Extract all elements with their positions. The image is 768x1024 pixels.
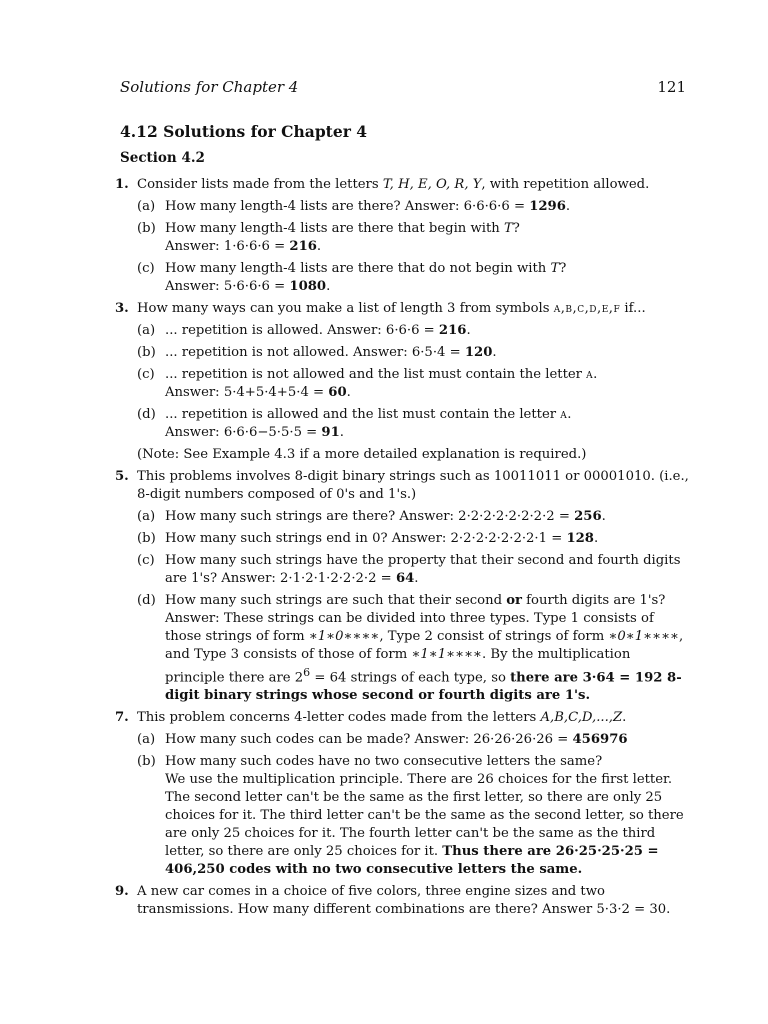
subsection-title: Section 4.2 [120, 150, 205, 166]
problem-statement [137, 709, 689, 727]
part-a: (a) ... repetition is allowed. Answer: 6·6·6 = 216. [137, 323, 471, 338]
part-b [137, 753, 689, 879]
problem-statement: A new car comes in a choice of five colors, three engine sizes and two transmissions. How many different combinations are there? Answer 5·3·2 = 30. [137, 884, 671, 918]
answer-value: 64 [395, 571, 415, 586]
string-form: ∗0∗1∗∗∗∗ [608, 629, 679, 644]
part-question: How many length-4 lists are there that begin with [165, 221, 504, 236]
answer-value: 60 [328, 385, 347, 400]
part-a: (a) How many such strings are there? Answer: 2·2·2·2·2·2·2·2 = 256. [137, 509, 606, 524]
letter: a [586, 367, 594, 382]
running-title: Solutions for Chapter 4 [120, 78, 299, 96]
section-title: 4.12 Solutions for Chapter 4 [120, 122, 368, 141]
part-c: (c) ... repetition is not allowed and the list must contain the letter a. Answer: 5·4+5·4+5·4 = 60. [137, 366, 689, 402]
explanation-text: , Type 2 consist of strings of form [379, 629, 609, 644]
explanation-text: , and Type 3 consists of those of form [165, 629, 684, 662]
part-b: (b) ... repetition is not allowed. Answer: 6·5·4 = 120. [137, 345, 497, 360]
answer-value: 1080 [289, 279, 327, 294]
emphasis-or: or [506, 593, 522, 608]
symbol-set: a,b,c,d,e,f [553, 301, 621, 316]
answer-text: Answer: 6·6·6−5·5·5 = [165, 425, 322, 440]
statement-text: if... [620, 301, 646, 316]
part-b: (b) How many such strings end in 0? Answer: 2·2·2·2·2·2·2·1 = 128. [137, 531, 599, 546]
part-question: How many such strings end in 0? Answer: 2·2·2·2·2·2·2·1 = [165, 531, 567, 546]
variable: T [503, 221, 513, 236]
statement-text: This problem concerns 4-letter codes made from the letters [137, 710, 541, 726]
exponent: 6 [303, 666, 311, 679]
part-question: ... repetition is allowed and the list must contain the letter [165, 407, 561, 422]
problem-statement: This problems involves 8-digit binary strings such as 10011011 or 00001010. (i.e., 8-digit numbers composed of 0's and 1's.) [137, 469, 689, 502]
statement-text: . [622, 710, 627, 726]
answer-line: Answer: 6·6·6−5·5·5 = 91. [165, 425, 344, 440]
answer-line: Answer: 5·6·6·6 = 1080. [165, 279, 331, 294]
problem-9 [115, 883, 689, 919]
part-b [137, 220, 689, 256]
part-question: ... repetition is not allowed. Answer: 6·5·4 = [165, 345, 465, 360]
part-question: How many such strings are such that their second [165, 593, 507, 608]
part-label: (c) [137, 367, 155, 382]
part-question: How many such strings are there? Answer: 2·2·2·2·2·2·2·2 = [165, 509, 575, 524]
answer-text: Answer: 5·6·6·6 = [165, 279, 290, 294]
problem-5 [115, 468, 689, 705]
answer-value: 216 [289, 239, 317, 254]
letter: a [560, 407, 568, 422]
part-d: (d) ... repetition is allowed and the list must contain the letter a. Answer: 6·6·6−5·5·5 = 91. [137, 406, 689, 442]
part-question: ... repetition is allowed. Answer: 6·6·6 = [165, 323, 439, 338]
answer-line: Answer: 5·4+5·4+5·4 = 60. [165, 385, 351, 400]
running-header [120, 78, 686, 96]
problem-3 [115, 300, 689, 464]
part-c [137, 260, 689, 296]
answer-value: 256 [574, 509, 602, 524]
part-question: How many such codes have no two consecutive letters the same? [165, 754, 603, 770]
answer-value: 128 [566, 531, 594, 546]
answer-explanation [165, 771, 689, 879]
answer-value: 120 [464, 345, 493, 360]
answer-value: 1296 [529, 199, 566, 214]
part-label: (c) [137, 553, 155, 568]
part-question: How many length-4 lists are there? Answer: 6·6·6·6 = [165, 199, 530, 214]
answer-explanation [165, 610, 689, 705]
part-label: (a) [137, 323, 156, 338]
explanation-text: . By the multiplication principle there are 2 [165, 647, 631, 686]
problem-statement [137, 176, 689, 194]
part-question: How many length-4 lists are there that do not begin with [165, 261, 551, 276]
part-d [137, 592, 689, 705]
part-label: (d) [137, 407, 156, 422]
conclusion: there are 3·64 = 192 8-digit binary strings whose second or fourth digits are 1's. [165, 670, 682, 704]
part-label: (a) [137, 509, 156, 524]
part-question: How many such codes can be made? Answer: 26·26·26·26 = [165, 732, 573, 748]
answer-value: 456976 [572, 732, 628, 748]
part-label: (b) [137, 531, 156, 546]
answer-text: Answer: 5·4+5·4+5·4 = [165, 385, 329, 400]
part-label: (b) [137, 345, 156, 360]
problem-number: 7. [115, 710, 129, 726]
part-a: (a) How many length-4 lists are there? Answer: 6·6·6·6 = 1296. [137, 199, 571, 214]
statement-text: Consider lists made from the letters [137, 177, 383, 192]
punctuation: ? [559, 261, 567, 276]
part-label: (a) [137, 732, 156, 748]
problem-number: 5. [115, 469, 129, 484]
problem-7 [115, 709, 689, 879]
problem-number: 9. [115, 884, 129, 900]
answer-value: 216 [438, 323, 467, 338]
page-number: 121 [657, 78, 686, 96]
letter-set: T, H, E, O, R, Y [382, 177, 482, 192]
answer-line: Answer: 1·6·6·6 = 216. [165, 239, 322, 254]
explanation-text: = 64 strings of each type, so [310, 670, 511, 686]
part-question: ... repetition is not allowed and the list must contain the letter [165, 367, 587, 382]
letter-set: A,B,C,D,...,Z [540, 710, 623, 726]
part-label: (b) [137, 221, 156, 236]
conclusion: Thus there are 26·25·25·25 = 406,250 codes with no two consecutive letters the same. [165, 844, 659, 878]
string-form: ∗1∗1∗∗∗∗ [411, 647, 482, 662]
part-a [137, 731, 689, 749]
variable: T [550, 261, 560, 276]
problem-number: 3. [115, 301, 129, 316]
problem-list [115, 176, 689, 923]
part-question: fourth digits are 1's? [521, 593, 666, 608]
explanation-text: Answer: These strings can be divided into three types. Type 1 consists of those strings of form [165, 611, 654, 644]
part-c: (c) How many such strings have the property that their second and fourth digits are 1's? Answer: 2·1·2·1·2·2·2·2 = 64. [137, 553, 681, 586]
part-label: (c) [137, 261, 155, 276]
part-label: (d) [137, 593, 156, 608]
problem-1 [115, 176, 689, 296]
problem-statement [137, 300, 689, 318]
punctuation: ? [512, 221, 520, 236]
string-form: ∗1∗0∗∗∗∗ [308, 629, 380, 644]
answer-text: Answer: 1·6·6·6 = [165, 239, 290, 254]
answer-value: 91 [321, 425, 340, 440]
part-label: (b) [137, 754, 156, 770]
part-label: (a) [137, 199, 156, 214]
problem-number: 1. [115, 177, 129, 192]
part-question: How many such strings have the property that their second and fourth digits are 1's? Answer: 2·1·2·1·2·2·2·2 = [165, 553, 681, 586]
statement-text: How many ways can you make a list of length 3 from symbols [137, 301, 554, 316]
note: (Note: See Example 4.3 if a more detailed explanation is required.) [137, 447, 587, 462]
explanation-text: We use the multiplication principle. There are 26 choices for the first letter. The second letter can't be the same as the first letter, so there are only 25 choices for it. The third letter can't be the same as the second letter, so there are only 25 choices for it. The fourth letter can't be the same as the third letter, so there are only 25 choices for it. [165, 772, 684, 860]
statement-text: , with repetition allowed. [481, 177, 650, 192]
